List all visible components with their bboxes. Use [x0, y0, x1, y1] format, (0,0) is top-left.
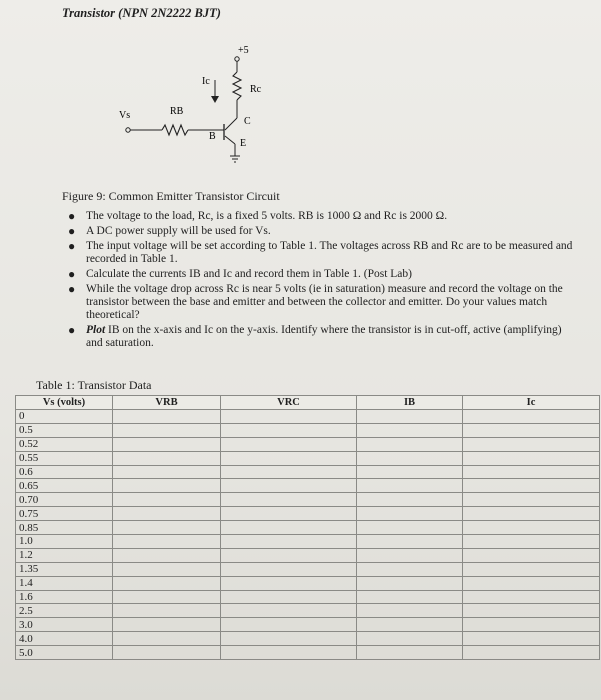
table-row [16, 646, 600, 660]
table-row [16, 410, 600, 424]
table-body [16, 410, 600, 660]
ib-empty-cell[interactable] [357, 548, 463, 562]
ic-empty-cell[interactable] [463, 576, 600, 590]
bullet-icon: ● [68, 323, 76, 337]
ib-empty-cell[interactable] [357, 604, 463, 618]
vrc-empty-cell[interactable] [221, 479, 357, 493]
vs-value-cell: 0 [16, 410, 113, 424]
transistor-data-table [15, 395, 600, 660]
instruction-item [60, 324, 575, 350]
supply-label: +5 [238, 45, 249, 56]
instruction-item [60, 283, 575, 322]
vrb-empty-cell[interactable] [113, 451, 221, 465]
bullet-icon: ● [68, 267, 76, 281]
instruction-item [60, 210, 575, 223]
vrb-empty-cell[interactable] [113, 423, 221, 437]
document-title: Transistor (NPN 2N2222 BJT) [62, 6, 221, 20]
ic-empty-cell[interactable] [463, 479, 600, 493]
ib-empty-cell[interactable] [357, 479, 463, 493]
vs-value-cell: 1.35 [16, 562, 113, 576]
vrc-empty-cell[interactable] [221, 576, 357, 590]
vrb-empty-cell[interactable] [113, 646, 221, 660]
table-row [16, 618, 600, 632]
ic-empty-cell[interactable] [463, 423, 600, 437]
vrc-empty-cell[interactable] [221, 618, 357, 632]
vrc-empty-cell[interactable] [221, 548, 357, 562]
rb-label: RB [170, 106, 184, 117]
vs-value-cell: 0.85 [16, 521, 113, 535]
bullet-icon: ● [68, 239, 76, 253]
ib-empty-cell[interactable] [357, 590, 463, 604]
header-ic: Ic [463, 396, 600, 410]
bullet-icon: ● [68, 224, 76, 238]
vs-label: Vs [119, 110, 131, 121]
header-vs: Vs (volts) [16, 396, 113, 410]
vrc-empty-cell[interactable] [221, 423, 357, 437]
table-row [16, 548, 600, 562]
vrb-empty-cell[interactable] [113, 576, 221, 590]
instruction-text: Calculate the currents IB and Ic and record them in Table 1. (Post Lab) [86, 268, 412, 280]
vrb-empty-cell[interactable] [113, 618, 221, 632]
table-row [16, 562, 600, 576]
vrc-empty-cell[interactable] [221, 437, 357, 451]
ib-empty-cell[interactable] [357, 507, 463, 521]
ib-empty-cell[interactable] [357, 535, 463, 549]
ic-empty-cell[interactable] [463, 410, 600, 424]
instruction-text: IB on the x-axis and Ic on the y-axis. Identify where the transistor is in cut-off, active (amplifying) and saturation. [86, 324, 562, 349]
header-ib: IB [357, 396, 463, 410]
ic-empty-cell[interactable] [463, 507, 600, 521]
vrb-empty-cell[interactable] [113, 604, 221, 618]
ib-empty-cell[interactable] [357, 618, 463, 632]
figure-caption: Figure 9: Common Emitter Transistor Circuit [62, 189, 280, 203]
vs-value-cell: 1.6 [16, 590, 113, 604]
vs-value-cell: 0.6 [16, 465, 113, 479]
vs-value-cell: 0.75 [16, 507, 113, 521]
ib-empty-cell[interactable] [357, 562, 463, 576]
ic-empty-cell[interactable] [463, 646, 600, 660]
table-row [16, 535, 600, 549]
vrc-empty-cell[interactable] [221, 451, 357, 465]
supply-terminal [235, 57, 239, 61]
vs-terminal [126, 128, 130, 132]
ic-empty-cell[interactable] [463, 604, 600, 618]
header-vrb: VRB [113, 396, 221, 410]
ic-empty-cell[interactable] [463, 562, 600, 576]
collector-label: C [244, 116, 251, 127]
ib-empty-cell[interactable] [357, 451, 463, 465]
emitter-lead [225, 136, 235, 144]
ic-empty-cell[interactable] [463, 632, 600, 646]
vrc-empty-cell[interactable] [221, 604, 357, 618]
table-header-row [16, 396, 600, 410]
instruction-item [60, 268, 575, 281]
vs-value-cell: 1.4 [16, 576, 113, 590]
ic-empty-cell[interactable] [463, 493, 600, 507]
table-row [16, 576, 600, 590]
vrc-empty-cell[interactable] [221, 535, 357, 549]
vs-value-cell: 1.0 [16, 535, 113, 549]
ic-empty-cell[interactable] [463, 535, 600, 549]
ib-empty-cell[interactable] [357, 423, 463, 437]
instruction-text: The voltage to the load, Rc, is a fixed 5 volts. RB is 1000 Ω and Rc is 2000 Ω. [86, 210, 448, 222]
instruction-text: A DC power supply will be used for Vs. [86, 225, 271, 237]
bullet-icon: ● [68, 209, 76, 223]
vs-value-cell: 0.52 [16, 437, 113, 451]
vrb-empty-cell[interactable] [113, 521, 221, 535]
ic-empty-cell[interactable] [463, 521, 600, 535]
vs-value-cell: 3.0 [16, 618, 113, 632]
vrc-empty-cell[interactable] [221, 646, 357, 660]
ic-arrow-head [211, 96, 219, 103]
bullet-icon: ● [68, 282, 76, 296]
vs-value-cell: 0.5 [16, 423, 113, 437]
emitter-label: E [240, 138, 247, 149]
header-vrc: VRC [221, 396, 357, 410]
table-row [16, 465, 600, 479]
vrc-empty-cell[interactable] [221, 562, 357, 576]
ib-empty-cell[interactable] [357, 437, 463, 451]
ic-empty-cell[interactable] [463, 465, 600, 479]
vrb-empty-cell[interactable] [113, 465, 221, 479]
ib-empty-cell[interactable] [357, 576, 463, 590]
ic-empty-cell[interactable] [463, 437, 600, 451]
vrb-empty-cell[interactable] [113, 410, 221, 424]
ic-empty-cell[interactable] [463, 618, 600, 632]
rc-label: Rc [250, 84, 262, 95]
rb-resistor [162, 125, 188, 135]
table-row [16, 493, 600, 507]
vrb-empty-cell[interactable] [113, 479, 221, 493]
collector-lead [225, 118, 237, 130]
vrb-empty-cell[interactable] [113, 507, 221, 521]
instruction-list [60, 210, 575, 352]
ic-empty-cell[interactable] [463, 590, 600, 604]
vrb-empty-cell[interactable] [113, 548, 221, 562]
instruction-item [60, 225, 575, 238]
instruction-text: While the voltage drop across Rc is near 5 volts (ie in saturation) measure and record the voltage on the transistor between the base and emitter and between the collector and emitter. Do your values match theoretical? [86, 283, 563, 321]
table-caption: Table 1: Transistor Data [36, 378, 152, 392]
vs-value-cell: 2.5 [16, 604, 113, 618]
vrb-empty-cell[interactable] [113, 493, 221, 507]
vrc-empty-cell[interactable] [221, 410, 357, 424]
table-row [16, 590, 600, 604]
ib-empty-cell[interactable] [357, 465, 463, 479]
vrb-empty-cell[interactable] [113, 562, 221, 576]
ic-empty-cell[interactable] [463, 451, 600, 465]
common-emitter-circuit-diagram [110, 40, 280, 165]
vs-value-cell: 1.2 [16, 548, 113, 562]
table-row [16, 479, 600, 493]
ib-empty-cell[interactable] [357, 521, 463, 535]
table-row [16, 507, 600, 521]
vs-value-cell: 4.0 [16, 632, 113, 646]
vrb-empty-cell[interactable] [113, 632, 221, 646]
base-label: B [209, 131, 216, 142]
table-row [16, 451, 600, 465]
instruction-item [60, 240, 575, 266]
table-row [16, 604, 600, 618]
ib-empty-cell[interactable] [357, 493, 463, 507]
table-row [16, 437, 600, 451]
table-row [16, 423, 600, 437]
ic-empty-cell[interactable] [463, 548, 600, 562]
vs-value-cell: 0.70 [16, 493, 113, 507]
vrc-empty-cell[interactable] [221, 632, 357, 646]
ic-label: Ic [202, 76, 210, 87]
vrc-empty-cell[interactable] [221, 507, 357, 521]
vrc-empty-cell[interactable] [221, 493, 357, 507]
table-row [16, 632, 600, 646]
instruction-text: The input voltage will be set according to Table 1. The voltages across RB and Rc are to be measured and recorded in Table 1. [86, 240, 573, 265]
vrc-empty-cell[interactable] [221, 590, 357, 604]
plot-emphasis: Plot [86, 324, 106, 336]
ib-empty-cell[interactable] [357, 410, 463, 424]
rc-resistor [233, 72, 241, 100]
vs-value-cell: 5.0 [16, 646, 113, 660]
vs-value-cell: 0.65 [16, 479, 113, 493]
ib-empty-cell[interactable] [357, 632, 463, 646]
table-row [16, 521, 600, 535]
vrb-empty-cell[interactable] [113, 437, 221, 451]
vs-value-cell: 0.55 [16, 451, 113, 465]
vrb-empty-cell[interactable] [113, 535, 221, 549]
vrc-empty-cell[interactable] [221, 465, 357, 479]
vrb-empty-cell[interactable] [113, 590, 221, 604]
ib-empty-cell[interactable] [357, 646, 463, 660]
vrc-empty-cell[interactable] [221, 521, 357, 535]
